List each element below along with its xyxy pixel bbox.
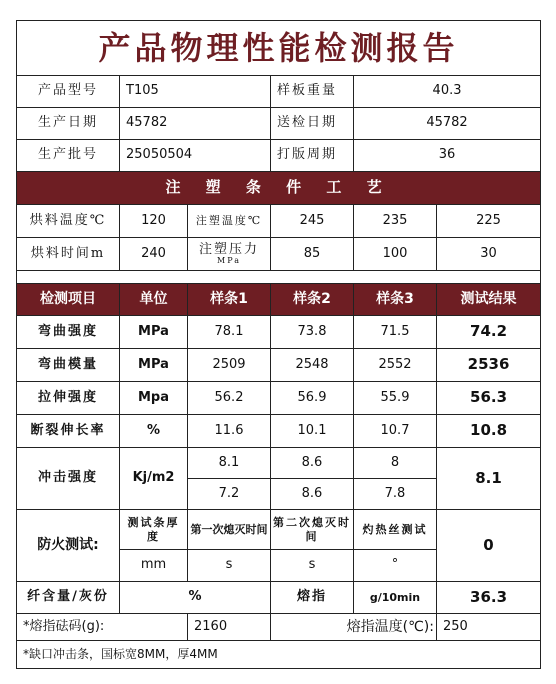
info-row-date [17,108,541,140]
impact-r1-s3: 8 [354,448,437,479]
test-sample-2: 56.9 [271,382,354,415]
inj-pressure-cell [188,238,271,271]
test-name: 弯曲模量 [17,349,120,382]
test-sample-1: 56.2 [188,382,271,415]
footer-melt-row [17,614,541,641]
table-row [17,415,541,448]
melt-weight-value: 2160 [188,614,271,641]
inj-temp-value-2: 235 [354,205,437,238]
impact-r2-s1: 7.2 [188,479,271,510]
report-table [16,20,541,669]
dry-temp-label: 烘料温度℃ [17,205,120,238]
test-unit: MPa [120,349,188,382]
impact-r2-s3: 7.8 [354,479,437,510]
fire-name: 防火测试: [17,510,120,582]
title-row [17,21,541,76]
inj-pressure-label: 注塑压力 [198,241,259,257]
test-header-row [17,284,541,316]
cycle-value: 36 [354,140,541,172]
fiber-unit: % [120,582,271,614]
test-sample-2: 2548 [271,349,354,382]
impact-result: 8.1 [437,448,541,510]
fire-col-glowwire: 灼热丝测试 [354,510,437,550]
table-row [17,316,541,349]
fiber-name: 纤含量/灰份 [17,582,120,614]
test-name: 弯曲强度 [17,316,120,349]
test-name: 拉伸强度 [17,382,120,415]
test-sample-3: 55.9 [354,382,437,415]
batch-label: 生产批号 [17,140,120,172]
test-result: 10.8 [437,415,541,448]
header-unit: 单位 [120,284,188,316]
melt-weight-label: *熔指砝码(g): [17,614,188,641]
impact-row-1 [17,448,541,479]
fire-v-second: s [271,550,354,582]
test-unit: % [120,415,188,448]
fire-row-1 [17,510,541,550]
model-label: 产品型号 [17,76,120,108]
test-unit: MPa [120,316,188,349]
send-date-value: 45782 [354,108,541,140]
fire-result: 0 [437,510,541,582]
process-row-temp [17,205,541,238]
inj-temp-label: 注塑温度℃ [188,205,271,238]
spacer-row [17,271,541,284]
info-row-batch [17,140,541,172]
spacer-cell [17,271,541,284]
table-row [17,349,541,382]
melt-temp-label: 熔指温度(℃): [271,614,437,641]
table-row [17,382,541,415]
fire-col-second: 第二次熄灭时间 [271,510,354,550]
batch-value: 25050504 [120,140,271,172]
test-result: 56.3 [437,382,541,415]
sample-weight-value: 40.3 [354,76,541,108]
inj-temp-value-3: 225 [437,205,541,238]
impact-r1-s2: 8.6 [271,448,354,479]
melt-temp-value: 250 [437,614,541,641]
footer-note: *缺口冲击条，国标宽8MM，厚4MM [17,641,541,669]
cycle-label: 打版周期 [271,140,354,172]
fire-v-glowwire: ° [354,550,437,582]
test-sample-3: 71.5 [354,316,437,349]
test-sample-3: 2552 [354,349,437,382]
test-sample-2: 10.1 [271,415,354,448]
prod-date-label: 生产日期 [17,108,120,140]
inj-pressure-value-3: 30 [437,238,541,271]
dry-time-label: 烘料时间m [17,238,120,271]
inj-temp-value-1: 245 [271,205,354,238]
dry-temp-value: 120 [120,205,188,238]
header-sample-3: 样条3 [354,284,437,316]
fiber-row [17,582,541,614]
prod-date-value: 45782 [120,108,271,140]
header-sample-1: 样条1 [188,284,271,316]
impact-name: 冲击强度 [17,448,120,510]
process-row-time [17,238,541,271]
model-value: T105 [120,76,271,108]
header-item: 检测项目 [17,284,120,316]
test-sample-3: 10.7 [354,415,437,448]
impact-unit: Kj/m2 [120,448,188,510]
header-sample-2: 样条2 [271,284,354,316]
melt-label: 熔指 [271,582,354,614]
process-band-row [17,172,541,205]
test-sample-1: 78.1 [188,316,271,349]
inj-pressure-unit: MPa [217,256,241,266]
fire-v-thickness: mm [120,550,188,582]
test-sample-2: 73.8 [271,316,354,349]
sample-weight-label: 样板重量 [271,76,354,108]
inj-pressure-value-1: 85 [271,238,354,271]
send-date-label: 送检日期 [271,108,354,140]
impact-r2-s2: 8.6 [271,479,354,510]
test-unit: Mpa [120,382,188,415]
info-row-model [17,76,541,108]
melt-unit: g/10min [354,582,437,614]
test-sample-1: 11.6 [188,415,271,448]
footer-note-row [17,641,541,669]
test-result: 2536 [437,349,541,382]
test-sample-1: 2509 [188,349,271,382]
test-name: 断裂伸长率 [17,415,120,448]
process-band-title: 注 塑 条 件 工 艺 [17,172,541,205]
impact-r1-s1: 8.1 [188,448,271,479]
fiber-result: 36.3 [437,582,541,614]
report-title: 产品物理性能检测报告 [17,21,541,76]
header-result: 测试结果 [437,284,541,316]
fire-col-first: 第一次熄灭时间 [188,510,271,550]
fire-col-thickness: 测试条厚度 [120,510,188,550]
inj-pressure-value-2: 100 [354,238,437,271]
fire-v-first: s [188,550,271,582]
test-result: 74.2 [437,316,541,349]
dry-time-value: 240 [120,238,188,271]
